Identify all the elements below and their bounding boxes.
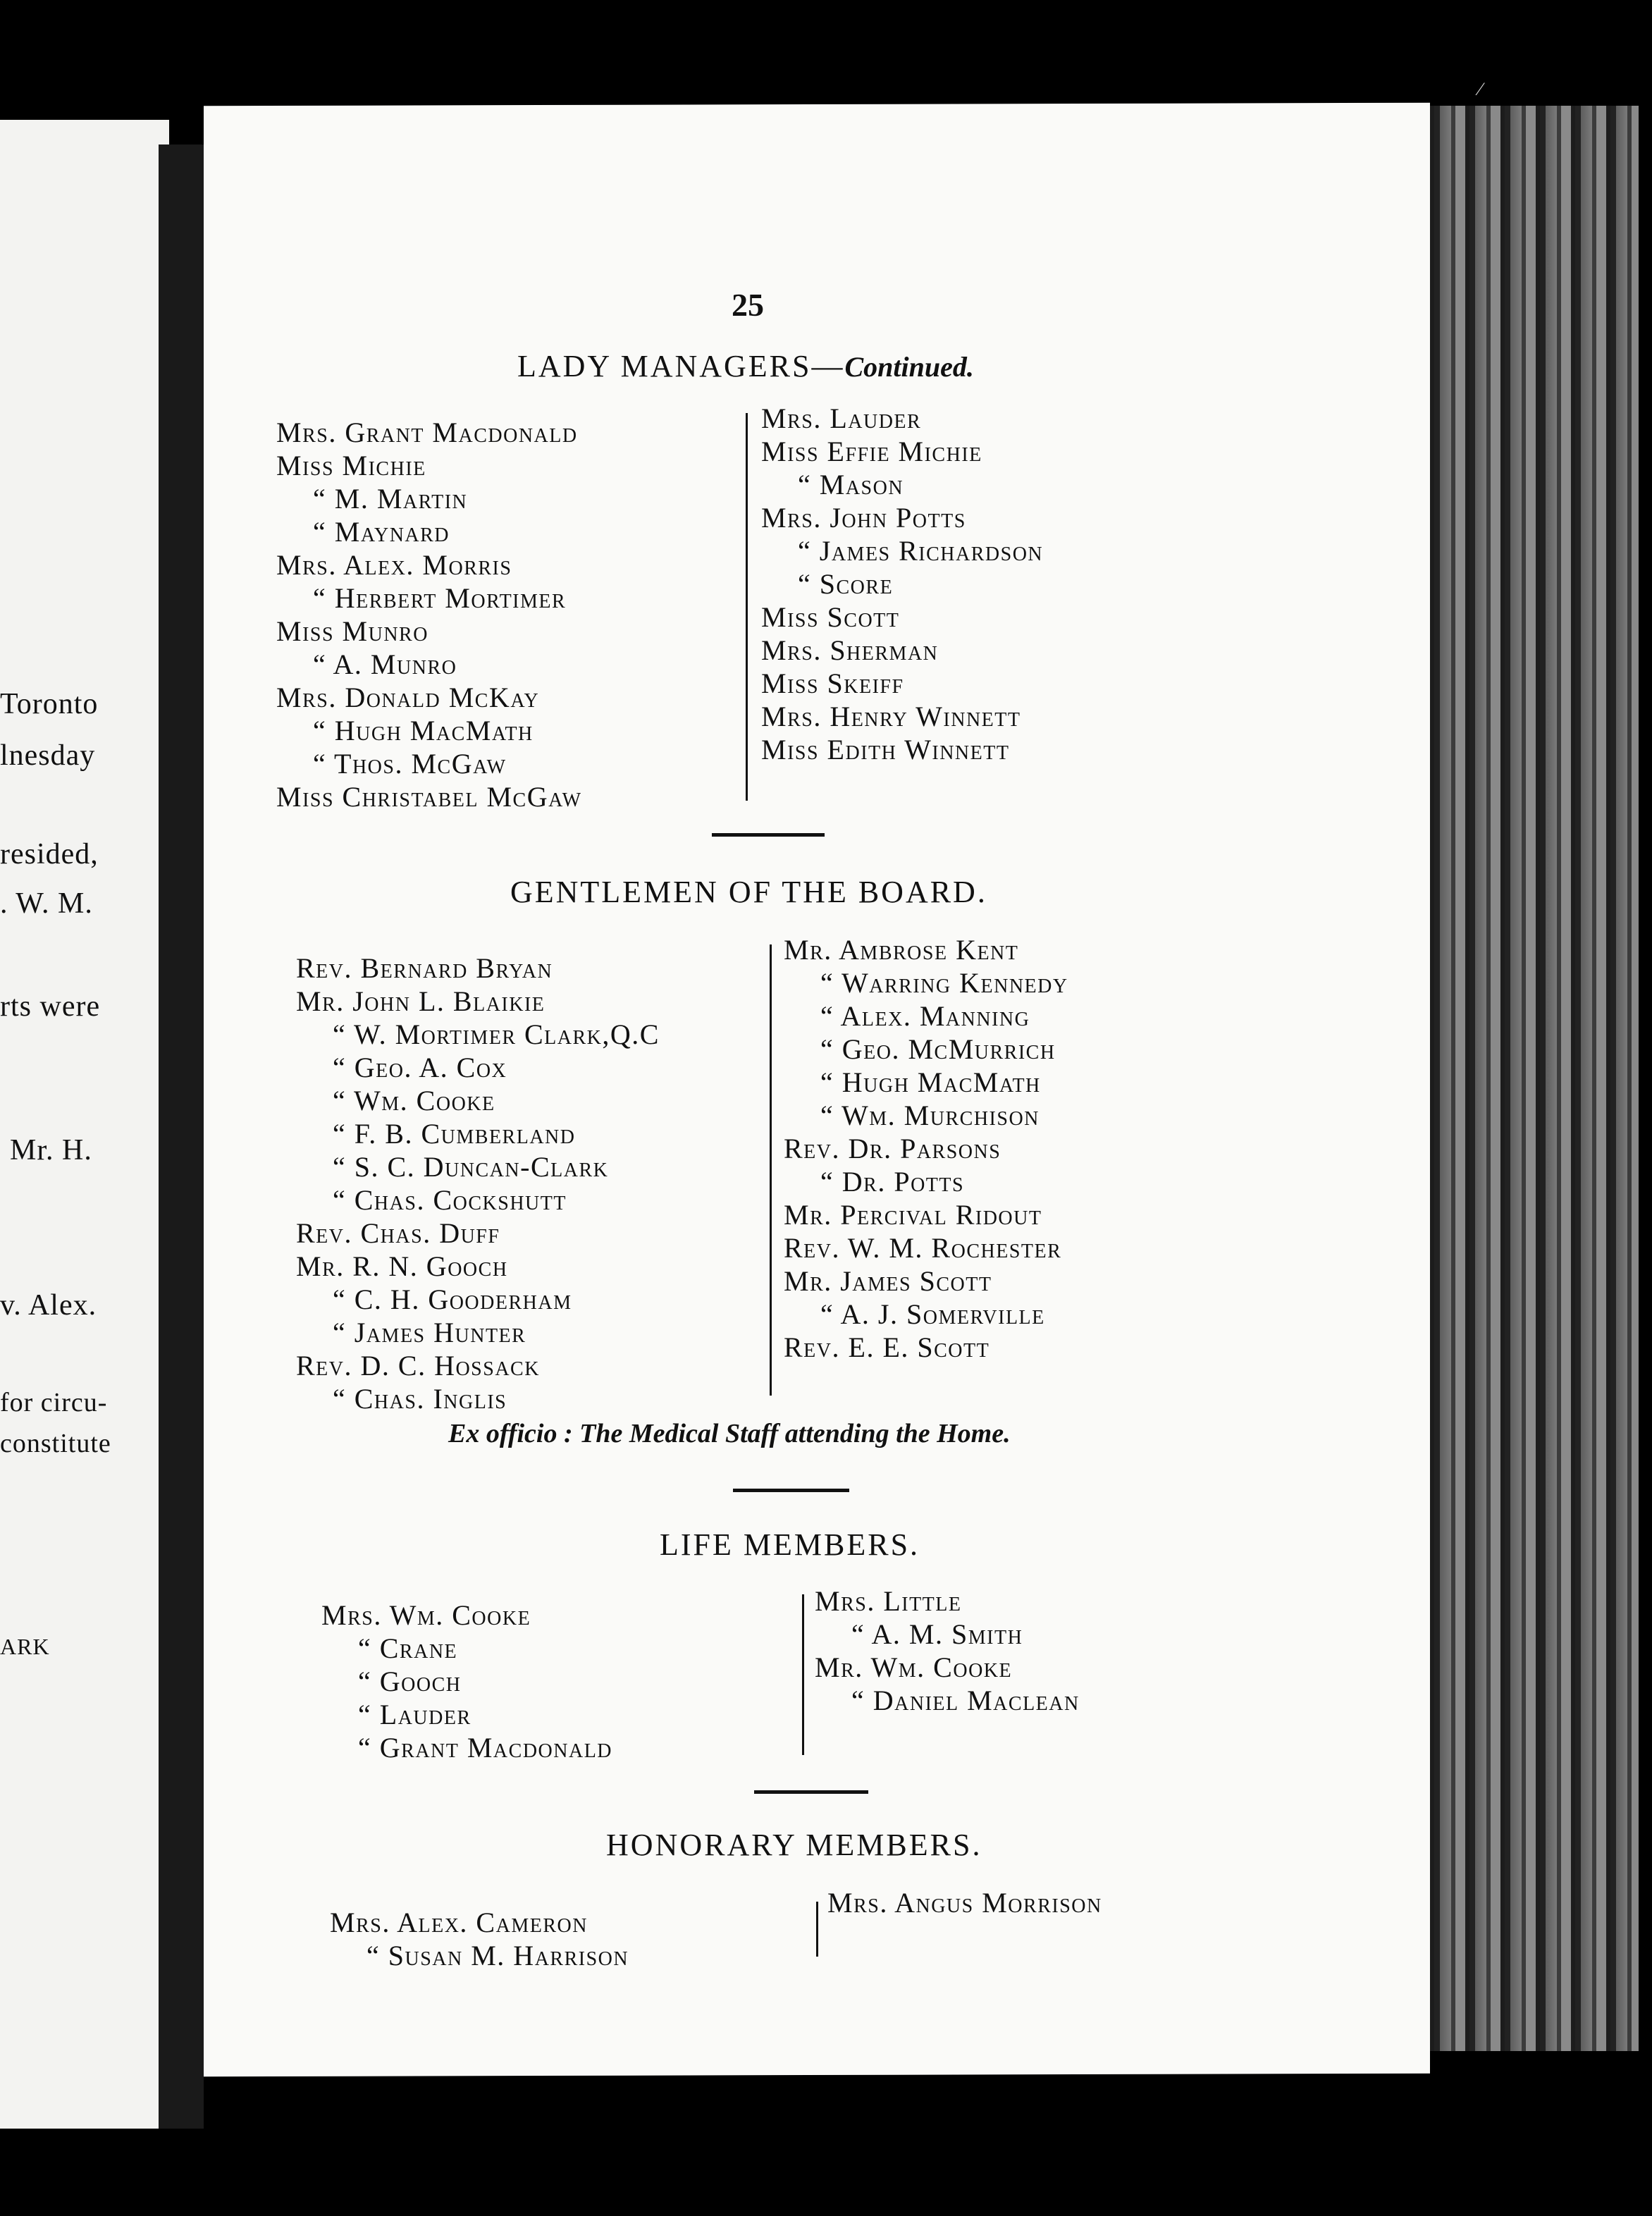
lady-managers-left-column — [276, 416, 582, 813]
life-members-left-column — [321, 1599, 612, 1764]
list-item: Mrs. Wm. Cooke — [321, 1599, 531, 1631]
list-item: “ Chas. Cockshutt — [333, 1184, 567, 1216]
list-item: Mr. Wm. Cooke — [815, 1651, 1013, 1683]
gentlemen-right-column — [784, 933, 1068, 1364]
corner-mark: ⁄ — [1479, 79, 1482, 99]
list-item: Rev. D. C. Hossack — [296, 1350, 540, 1381]
list-item: “ Gooch — [358, 1666, 462, 1697]
left-fragment: resided, — [0, 838, 99, 870]
column-divider — [802, 1594, 804, 1755]
left-fragment: lnesday — [0, 739, 96, 772]
section-title-honorary-members: HONORARY MEMBERS. — [606, 1828, 982, 1862]
list-item: Mrs. Grant Macdonald — [276, 417, 578, 448]
list-item: “ W. Mortimer Clark,Q.C — [333, 1018, 660, 1050]
list-item: “ Maynard — [313, 516, 450, 548]
lady-managers-right-column — [761, 402, 1043, 766]
list-item: Mrs. John Potts — [761, 502, 966, 534]
left-fragment: Toronto — [0, 688, 99, 720]
section-title-text: LADY MANAGERS— — [517, 349, 845, 383]
list-item: “ F. B. Cumberland — [333, 1118, 576, 1150]
list-item: Rev. Dr. Parsons — [784, 1133, 1001, 1164]
list-item: Mrs. Lauder — [761, 402, 922, 434]
list-item: “ Thos. McGaw — [313, 748, 507, 780]
list-item: Mrs. Sherman — [761, 634, 939, 666]
ex-officio-note: Ex officio : The Medical Staff attending the Home. — [448, 1419, 1011, 1448]
list-item: “ A. M. Smith — [851, 1618, 1023, 1650]
list-item: “ Herbert Mortimer — [313, 582, 567, 614]
list-item: “ Geo. A. Cox — [333, 1052, 507, 1083]
list-item: Rev. E. E. Scott — [784, 1331, 990, 1363]
section-title-gentlemen: GENTLEMEN OF THE BOARD. — [510, 875, 987, 909]
list-item: Mrs. Alex. Morris — [276, 549, 512, 581]
list-item: Mrs. Angus Morrison — [827, 1887, 1102, 1919]
list-item: “ M. Martin — [313, 483, 468, 515]
book-gutter — [159, 144, 204, 2129]
section-divider — [754, 1790, 868, 1794]
list-item: “ Hugh MacMath — [820, 1066, 1041, 1098]
left-fragment: rts were — [0, 990, 101, 1023]
list-item: Mrs. Donald McKay — [276, 682, 540, 713]
list-item: “ Mason — [798, 469, 904, 500]
honorary-members-right-column — [827, 1886, 1102, 1919]
list-item: Mrs. Henry Winnett — [761, 701, 1021, 732]
list-item: Rev. Bernard Bryan — [296, 952, 553, 984]
list-item: Miss Effie Michie — [761, 436, 982, 467]
section-divider — [733, 1489, 849, 1492]
column-divider — [746, 413, 748, 801]
list-item: “ Crane — [358, 1632, 458, 1664]
list-item: Mr. John L. Blaikie — [296, 985, 545, 1017]
list-item: Miss Munro — [276, 615, 429, 647]
list-item: Rev. Chas. Duff — [296, 1217, 500, 1249]
list-item: Miss Edith Winnett — [761, 734, 1010, 765]
list-item: “ Susan M. Harrison — [366, 1940, 629, 1971]
gentlemen-left-column — [296, 952, 660, 1415]
left-fragment: constitute — [0, 1429, 111, 1458]
left-facing-page — [0, 120, 169, 2129]
list-item: “ Dr. Potts — [820, 1166, 965, 1198]
list-item: Mrs. Alex. Cameron — [330, 1907, 588, 1938]
life-members-right-column — [815, 1584, 1080, 1717]
column-divider — [770, 944, 772, 1396]
list-item: Rev. W. M. Rochester — [784, 1232, 1062, 1264]
left-fragment: ARK — [0, 1634, 50, 1659]
list-item: “ Wm. Cooke — [333, 1085, 495, 1116]
list-item: Miss Scott — [761, 601, 900, 633]
list-item: Miss Skeiff — [761, 667, 904, 699]
list-item: “ A. J. Somerville — [820, 1298, 1045, 1330]
left-fragment: v. Alex. — [0, 1289, 97, 1322]
list-item: Mr. R. N. Gooch — [296, 1250, 508, 1282]
column-divider — [816, 1902, 818, 1957]
list-item: “ A. Munro — [313, 648, 457, 680]
left-fragment: for circu- — [0, 1388, 108, 1417]
list-item: “ C. H. Gooderham — [333, 1284, 572, 1315]
list-item: “ Hugh MacMath — [313, 715, 534, 746]
section-title-life-members: LIFE MEMBERS. — [660, 1527, 920, 1562]
list-item: “ Score — [798, 568, 894, 600]
left-fragment: Mr. H. — [10, 1134, 92, 1167]
honorary-members-left-column — [330, 1906, 629, 1972]
list-item: “ Lauder — [358, 1699, 471, 1730]
section-title-suffix: Continued. — [844, 351, 974, 383]
page-number: 25 — [732, 287, 764, 323]
list-item: “ James Richardson — [798, 535, 1044, 567]
page-edges — [1399, 106, 1639, 2051]
list-item: “ Grant Macdonald — [358, 1732, 613, 1763]
list-item: “ Daniel Maclean — [851, 1685, 1080, 1716]
list-item: “ Alex. Manning — [820, 1000, 1030, 1032]
section-title-lady-managers — [517, 348, 974, 384]
list-item: Miss Christabel McGaw — [276, 781, 582, 813]
list-item: “ Chas. Inglis — [333, 1383, 507, 1415]
list-item: Mr. Ambrose Kent — [784, 934, 1019, 966]
list-item: Miss Michie — [276, 450, 426, 481]
list-item: “ Wm. Murchison — [820, 1100, 1040, 1131]
list-item: Mr. James Scott — [784, 1265, 992, 1297]
list-item: “ Geo. McMurrich — [820, 1033, 1056, 1065]
list-item: “ S. C. Duncan-Clark — [333, 1151, 609, 1183]
list-item: “ James Hunter — [333, 1317, 526, 1348]
list-item: “ Warring Kennedy — [820, 967, 1068, 999]
list-item: Mrs. Little — [815, 1585, 962, 1617]
section-divider — [712, 833, 825, 837]
left-fragment: . W. M. — [0, 887, 93, 920]
list-item: Mr. Percival Ridout — [784, 1199, 1042, 1231]
